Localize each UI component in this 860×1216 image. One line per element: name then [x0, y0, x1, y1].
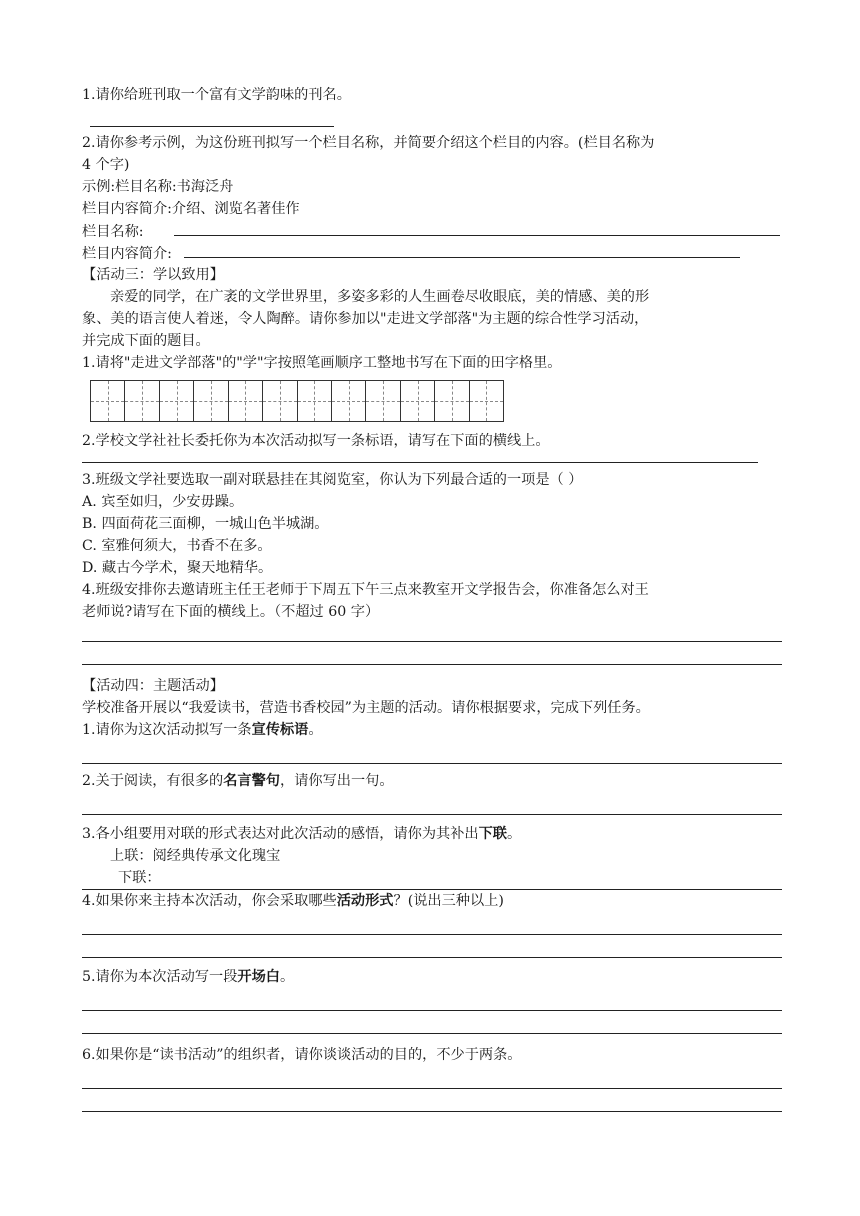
tianzige-cell[interactable]: [229, 381, 263, 421]
upper-couplet: 上联：阅经典传承文化瑰宝: [110, 848, 281, 864]
question-slogan: 2.学校文学社社长委托你为本次活动拟写一条标语，请写在下面的横线上。: [82, 433, 550, 449]
question-tianzige: 1.请将"走进文学部落"的"学"字按照笔画顺序工整地书写在下面的田字格里。: [82, 355, 562, 371]
question-column-name: 2.请你参考示例，为这份班刊拟写一个栏目名称，并简要介绍这个栏目的内容。(栏目名称为: [82, 135, 655, 151]
question-opening: 5.请你为本次活动写一段开场白。: [82, 969, 295, 985]
question-couplet: 3.班级文学社要选取一副对联悬挂在其阅览室，你认为下列最合适的一项是（ ）: [82, 472, 583, 488]
forms-answer-line-1[interactable]: [82, 912, 782, 935]
slogan-answer-line[interactable]: [82, 452, 758, 463]
option-c[interactable]: C. 室雅何须大，书香不在多。: [82, 538, 272, 554]
activity3-heading: 【活动三：学以致用】: [82, 267, 224, 283]
quote-answer-line[interactable]: [82, 792, 782, 815]
promo-slogan-answer-line[interactable]: [82, 741, 782, 764]
question-column-name-cont: 4 个字): [82, 157, 130, 173]
forms-answer-line-2[interactable]: [82, 935, 782, 958]
example-column-intro: 栏目内容简介:介绍、浏览名著佳作: [82, 201, 300, 217]
lower-couplet-field[interactable]: [82, 867, 782, 890]
tianzige-cell[interactable]: [194, 381, 228, 421]
question-lower-couplet: 3.各小组要用对联的形式表达对此次活动的感悟，请你为其补出下联。: [82, 826, 522, 842]
opening-answer-line-1[interactable]: [82, 988, 782, 1011]
column-intro-answer-line[interactable]: [184, 242, 740, 258]
question-invite-cont: 老师说?请写在下面的横线上。（不超过 60 字）: [82, 604, 380, 620]
column-name-field[interactable]: [82, 220, 782, 242]
question-quote: 2.关于阅读，有很多的名言警句，请你写出一句。: [82, 773, 394, 789]
tianzige-cell[interactable]: [470, 381, 503, 421]
activity4-intro: 学校准备开展以“我爱读书，营造书香校园”为主题的活动。请你根据要求，完成下列任务。: [82, 700, 650, 716]
activity4-heading: 【活动四：主题活动】: [82, 678, 224, 694]
option-a[interactable]: A. 宾至如归，少安毋躁。: [82, 494, 244, 510]
worksheet-page: [82, 84, 782, 1112]
question-purpose: 6.如果你是“读书活动”的组织者，请你谈谈活动的目的，不少于两条。: [82, 1047, 522, 1063]
tianzige-grid[interactable]: [90, 380, 504, 422]
opening-answer-line-2[interactable]: [82, 1011, 782, 1034]
tianzige-cell[interactable]: [435, 381, 469, 421]
option-d[interactable]: D. 藏古今学术，聚天地精华。: [82, 560, 273, 576]
invite-answer-line-2[interactable]: [82, 642, 782, 665]
column-intro-field[interactable]: [82, 242, 782, 264]
tianzige-cell[interactable]: [366, 381, 400, 421]
lower-couplet-label: 下联：: [118, 870, 161, 886]
question-promo-slogan: 1.请你为这次活动拟写一条宣传标语。: [82, 722, 323, 738]
invite-answer-line-1[interactable]: [82, 623, 782, 642]
question-kanming: 1.请你给班刊取一个富有文学韵味的刊名。: [82, 87, 351, 103]
activity3-intro-line1: 亲爱的同学，在广袤的文学世界里，多姿多彩的人生画卷尽收眼底，美的情感、美的形: [110, 289, 650, 305]
option-b[interactable]: B. 四面荷花三面柳，一城山色半城湖。: [82, 516, 329, 532]
tianzige-cell[interactable]: [91, 381, 125, 421]
tianzige-cell[interactable]: [401, 381, 435, 421]
question-activity-forms: 4.如果你来主持本次活动，你会采取哪些活动形式？(说出三种以上): [82, 893, 504, 909]
question-invite: 4.班级安排你去邀请班主任王老师于下周五下午三点来教室开文学报告会，你准备怎么对王: [82, 582, 649, 598]
kanming-answer-line[interactable]: [82, 106, 782, 128]
purpose-answer-line-2[interactable]: [82, 1089, 782, 1112]
tianzige-cell[interactable]: [332, 381, 366, 421]
activity3-intro-line3: 并完成下面的题目。: [82, 333, 210, 349]
activity3-intro-line2: 象、美的语言使人着迷，令人陶醉。请你参加以"走进文学部落"为主题的综合性学习活动，: [82, 311, 649, 327]
column-name-label: 栏目名称:: [82, 224, 144, 240]
column-name-answer-line[interactable]: [174, 220, 780, 236]
example-column-name: 示例:栏目名称:书海泛舟: [82, 179, 234, 195]
tianzige-cell[interactable]: [160, 381, 194, 421]
purpose-answer-line-1[interactable]: [82, 1066, 782, 1089]
tianzige-cell[interactable]: [298, 381, 332, 421]
tianzige-cell[interactable]: [125, 381, 159, 421]
tianzige-cell[interactable]: [263, 381, 297, 421]
column-intro-label: 栏目内容简介:: [82, 246, 172, 262]
